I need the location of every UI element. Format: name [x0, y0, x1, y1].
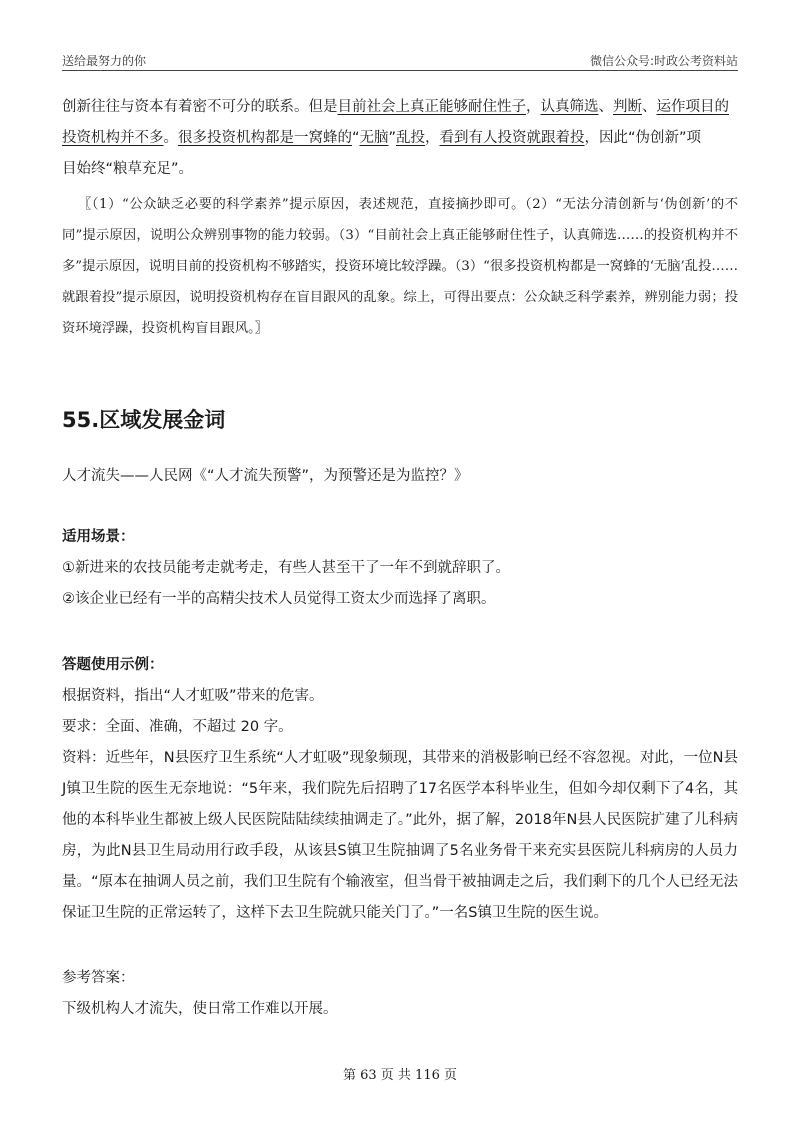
- answer-label: 参考答案：: [62, 970, 135, 986]
- example-block: [62, 650, 738, 929]
- scenarios-label: 适用场景：: [62, 529, 135, 545]
- header-right-text: 微信公众号:时政公考资料站: [589, 54, 738, 68]
- scenarios-block: [62, 522, 738, 615]
- answer-block: [62, 963, 738, 1025]
- scenario-item-1: ①新进来的农技员能考走就考走，有些人甚至干了一年不到就辞职了。: [62, 560, 510, 576]
- header-left-text: 送给最努力的你: [62, 54, 147, 68]
- continuation-line-2: 投资机构并不多。很多投资机构都是一窝蜂的“无脑”乱投，看到有人投资就跟着投，因此“伪创新”项: [62, 130, 702, 146]
- continuation-line-1: 创新往往与资本有着密不可分的联系。但是目前社会上真正能够耐住性子，认真筛选、判断、运作项目的: [62, 99, 729, 115]
- page-body: [62, 92, 738, 344]
- analysis-note: 〖（1）“公众缺乏必要的科学素养”提示原因，表述规范，直接摘抄即可。（2）“无法分清创新与‘伪创新’的不同”提示原因，说明公众辨别事物的能力较弱。（3）“目前社会上真正能够耐住性子，认真筛选……的投资机构并不多”提示原因，说明目前的投资机构不够踏实，投资环境比较浮躁。（3）“很多投资机构都是一窝蜂的‘无脑’乱投……就跟着投”提示原因，说明投资机构存在盲目跟风的乱象。综上，可得出要点：公众缺乏科学素养，辨别能力弱；投资环境浮躁，投资机构盲目跟风。〗: [62, 197, 738, 336]
- section-block: [62, 404, 738, 434]
- section-subtitle: 人才流失——人民网《“人才流失预警”，为预警还是为监控？》: [62, 468, 469, 484]
- example-label: 答题使用示例：: [62, 657, 164, 673]
- example-requirement: 要求：全面、准确，不超过 20 字。: [62, 719, 293, 735]
- page-footer: 第 63 页 共 116 页: [342, 1068, 458, 1083]
- example-material: 资料：近些年，N县医疗卫生系统“人才虹吸”现象频现，其带来的消极影响已经不容忽视。对此，一位N县J镇卫生院的医生无奈地说：“5年来，我们院先后招聘了17名医学本科毕业生，但如今却仅剩下了4名，其他的本科毕业生都被上级人民医院陆陆续续抽调走了。”此外，据了解，2018年N县人民医院扩建了儿科病房，为此N县卫生局动用行政手段，从该县S镇卫生院抽调了5名业务骨干来充实县医院儿科病房的人员力量。“原本在抽调人员之前，我们卫生院有个输液室，但当骨干被抽调走之后，我们剩下的几个人已经无法保证卫生院的正常运转了，这样下去卫生院就只能关门了。”一名S镇卫生院的医生说。: [62, 750, 738, 921]
- page-header: [62, 48, 738, 71]
- answer-text: 下级机构人才流失，使日常工作难以开展。: [62, 1001, 338, 1017]
- section-title: 55.区域发展金词: [62, 408, 226, 432]
- scenario-item-2: ②该企业已经有一半的高精尖技术人员觉得工资太少而选择了离职。: [62, 591, 496, 607]
- continuation-paragraph: [62, 92, 738, 185]
- continuation-line-3: 目始终“粮草充足”。: [62, 161, 194, 177]
- example-question: 根据资料，指出“人才虹吸”带来的危害。: [62, 688, 324, 704]
- section-content: [62, 461, 738, 492]
